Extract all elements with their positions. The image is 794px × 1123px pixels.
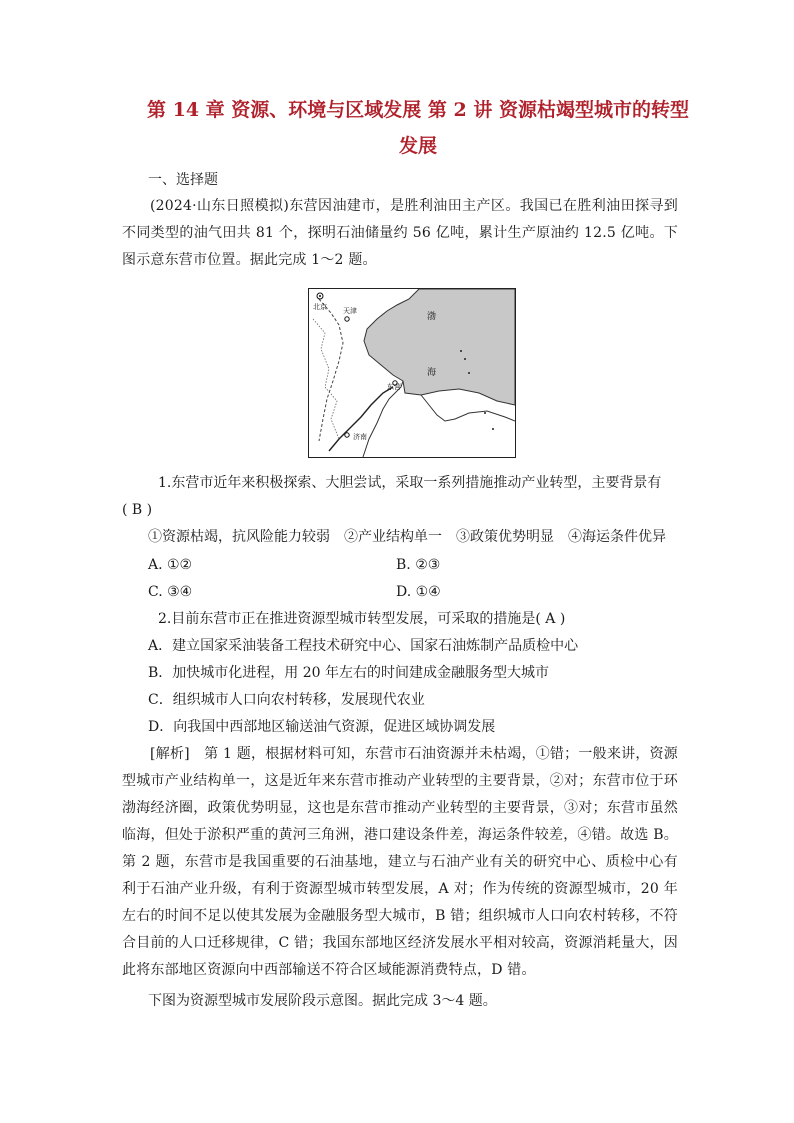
q1-option-c: C. ③④ bbox=[148, 584, 193, 600]
q2-option-c: C．组织城市人口向农村转移，发展现代农业 bbox=[148, 692, 425, 708]
title-line-2: 发展 bbox=[398, 135, 437, 157]
analysis-paragraph: [解析] 第 1 题，根据材料可知，东营市石油资源并未枯竭，①错；一般来讲，资源型城市产业结构单一，这是近年来东营市推动产业转型的主要背景，②对；东营市位于环渤海经济圈，政策优势明显，这也是东营市推动产业转型的主要背景，③对；东营市虽然临海，但处于淤积严重的黄河三角洲，港口建设条件差，海运条件较差，④错。故选 B。第 2 题，东营市是我国重要的石油基地，建立与石油产业有关的研究中心、质检中心有利于石油产业升级，有利于资源型城市转型发展，A 对；作为传统的资源型城市，20 年左右的时间不足以使其发展为金融服务型大城市，B 错；组织城市人口向农村转移，不符合目前的人口迁移规律，C 错；我国东部地区经济发展水平相对较高，资源消耗量大，因此将东部地区资源向中西部输送不符合区域能源消费特点，D 错。 bbox=[122, 746, 678, 978]
label-tianjin: 天津 bbox=[343, 307, 357, 315]
q1-option-d: D. ①④ bbox=[396, 584, 441, 600]
q2-option-d: D．向我国中西部地区输送油气资源，促进区域协调发展 bbox=[148, 719, 496, 735]
map-figure bbox=[309, 289, 515, 457]
q2-option-a: A．建立国家采油装备工程技术研究中心、国家石油炼制产品质检中心 bbox=[148, 638, 579, 654]
title-line-1: 第 14 章 资源、环境与区域发展 第 2 讲 资源枯竭型城市的转型 bbox=[147, 99, 689, 121]
page-title bbox=[118, 92, 718, 164]
dongying-location-map bbox=[308, 288, 516, 458]
q1-option-b: B. ②③ bbox=[396, 557, 441, 573]
q2-option-b: B．加快城市化进程，用 20 年左右的时间建成金融服务型大城市 bbox=[148, 665, 550, 681]
next-question-intro: 下图为资源型城市发展阶段示意图。据此完成 3～4 题。 bbox=[148, 993, 497, 1009]
label-hai: 海 bbox=[427, 368, 437, 378]
q2-stem: 2.目前东营市正在推进资源型城市转型发展，可采取的措施是( A ) bbox=[158, 611, 566, 627]
q1-stem: 1.东营市近年来积极探索、大胆尝试，采取一系列措施推动产业转型，主要背景有 bbox=[158, 475, 662, 491]
section-heading: 一、选择题 bbox=[148, 172, 218, 188]
intro-paragraph: (2024·山东日照模拟)东营因油建市，是胜利油田主产区。我国已在胜利油田探寻到不同类型的油气田共 81 个，探明石油储量约 56 亿吨，累计生产原油约 12.5 亿吨。下图示意东营市位置。据此完成 1～2 题。 bbox=[122, 198, 678, 268]
q1-answer: ( B ) bbox=[122, 502, 153, 518]
label-beijing: 北京 bbox=[313, 303, 327, 311]
label-jinan: 济南 bbox=[353, 433, 367, 441]
label-dongying: 东营 bbox=[387, 383, 401, 391]
tianjin-marker bbox=[345, 317, 349, 321]
q1-option-a: A. ①② bbox=[148, 557, 193, 573]
label-bo: 渤 bbox=[427, 312, 437, 322]
q1-items: ①资源枯竭，抗风险能力较弱 ②产业结构单一 ③政策优势明显 ④海运条件优异 bbox=[148, 529, 666, 545]
beijing-marker-dot bbox=[319, 295, 321, 297]
jinan-marker bbox=[345, 433, 349, 437]
